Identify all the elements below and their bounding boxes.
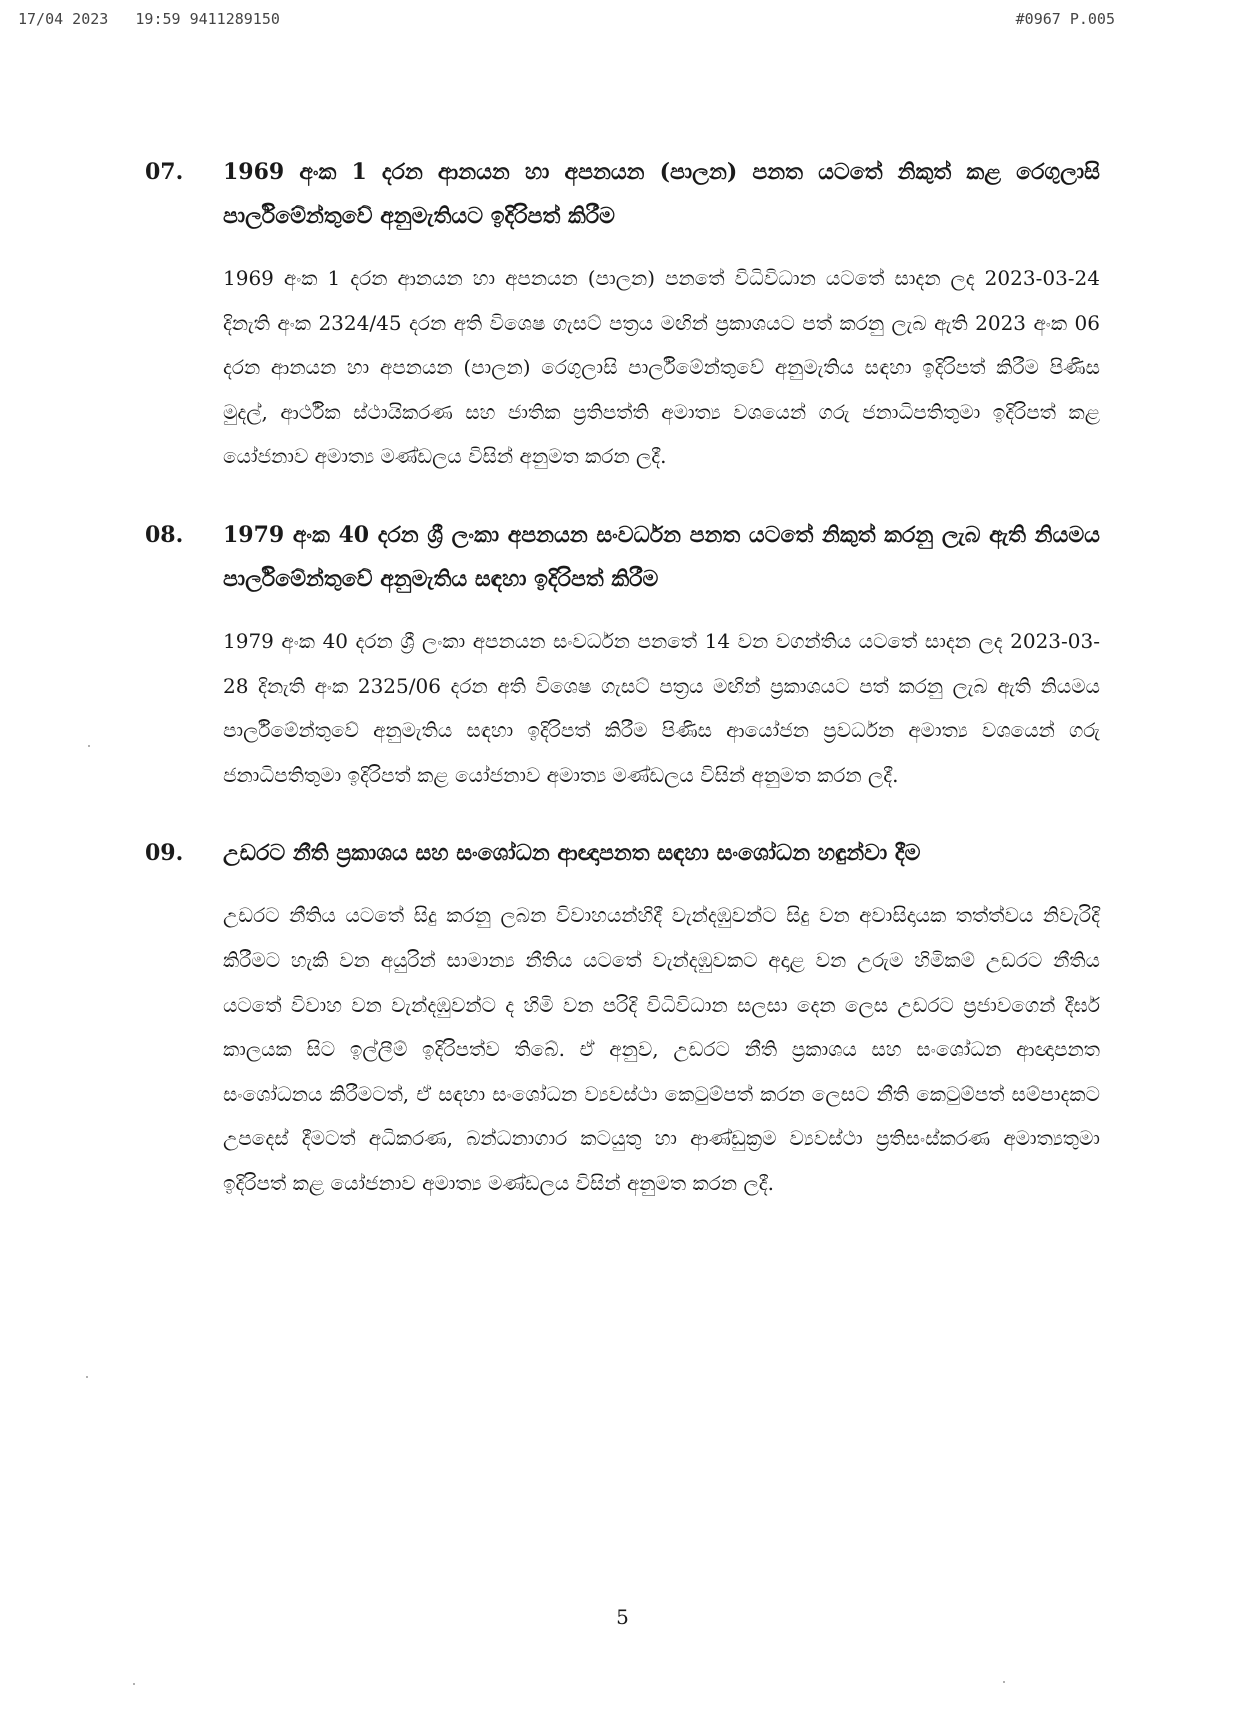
section-number: 07. xyxy=(145,159,184,185)
section-09 xyxy=(145,831,1100,1205)
section-paragraph: 1969 අංක 1 දරන ආනයන හා අපනයන (පාලන) පනතේ විධිවිධාන යටතේ සාදන ලද 2023-03-24 දිනැති අංක 2324/45 දරන අති විශෙෂ ගැසට් පත්‍රය මඟින් ප්‍රකාශයට පත් කරනු ලැබ ඇති 2023 අංක 06 දරන ආනයන හා අපනයන (පාලන) රෙගුලාසි පාර්ලිමේන්තුවේ අනුමැතිය සඳහා ඉදිරිපත් කිරීම පිණිස මුදල්, ආර්ථික ස්ථායිකරණ සහ ජාතික ප්‍රතිපත්ති අමාත්‍ය වශයෙන් ගරු ජනාධිපතිතුමා ඉදිරිපත් කළ යෝජනාව අමාත්‍ය මණ්ඩලය විසින් අනුමත කරන ලදී. xyxy=(223,266,1100,469)
fax-page-code: #0967 P.005 xyxy=(1015,10,1115,28)
fax-header xyxy=(18,10,1115,34)
section-paragraph: උඩරට නීතිය යටතේ සිදු කරනු ලබන විවාහයන්හිදී වැන්දඹුවන්ට සිදු වන අවාසිදායක තත්ත්වය නිවැරිදි කිරීමට හැකි වන අයුරින් සාමාන්‍ය නීතිය යටතේ වැන්දඹුවකට අදාළ වන උරුම හිමිකම් උඩරට නීතිය යටතේ විවාහ වන වැන්දඹුවන්ට ද හිමි වන පරිදි විධිවිධාන සලසා දෙන ලෙස උඩරට ප්‍රජාවගෙන් දීර්ඝ කාලයක සිට ඉල්ලීම් ඉදිරිපත්ව තිබේ. ඒ අනුව, උඩරට නීති ප්‍රකාශය සහ සංශෝධන ආඥාපනත සංශෝධනය කිරීමටත්, ඒ සඳහා සංශෝධන ව්‍යවස්ථා කෙටුම්පත් කරන ලෙසට නීති කෙටුම්පත් සම්පාදකට උපදෙස් දීමටත් අධිකරණ, බන්ධනාගාර කටයුතු හා ආණ්ඩුක්‍රම ව්‍යවස්ථා ප්‍රතිසංස්කරණ අමාත්‍යතුමා ඉදිරිපත් කළ යෝජනාව අමාත්‍ය මණ්ඩලය විසින් අනුමත කරන ලදී. xyxy=(223,903,1100,1195)
section-number: 08. xyxy=(145,521,184,548)
document-body xyxy=(145,150,1100,1240)
section-title: 1979 අංක 40 දරන ශ්‍රී ලංකා අපනයන සංවර්ධන පනත යටතේ නිකුත් කරනු ලැබ ඇති නියමය පාර්ලිමේන්තුවේ අනුමැතිය සඳහා ඉදිරිපත් කිරීම xyxy=(223,521,1100,592)
section-07 xyxy=(145,150,1100,479)
section-08 xyxy=(145,513,1100,797)
scan-speck xyxy=(133,1683,135,1685)
section-number: 09. xyxy=(145,840,184,867)
section-title: උඩරට නීති ප්‍රකාශය සහ සංශෝධන ආඥාපනත සඳහා සංශෝධන හඳුන්වා දීම xyxy=(223,840,921,867)
scan-speck xyxy=(86,1376,88,1378)
scan-speck xyxy=(1003,1681,1005,1683)
scan-speck xyxy=(88,745,90,747)
fax-transmission-info: 17/04 2023 19:59 9411289150 xyxy=(18,10,280,28)
page-number: 5 xyxy=(616,1605,629,1629)
section-title: 1969 අංක 1 දරන ආනයන හා අපනයන (පාලන) පනත යටතේ නිකුත් කළ රෙගුලාසි පාර්ලිමේන්තුවේ අනුමැතියට ඉදිරිපත් කිරීම xyxy=(223,159,1100,229)
section-paragraph: 1979 අංක 40 දරන ශ්‍රී ලංකා අපනයන සංවර්ධන පනතේ 14 වන වගන්තිය යටතේ සාදන ලද 2023-03-28 දිනැති අංක 2325/06 දරන අති විශෙෂ ගැසට් පත්‍රය මඟින් ප්‍රකාශයට පත් කරනු ලැබ ඇති නියමය පාර්ලිමේන්තුවේ අනුමැතිය සඳහා ඉදිරිපත් කිරීම පිණිස ආයෝජන ප්‍රවර්ධන අමාත්‍ය වශයෙන් ගරු ජනාධිපතිතුමා ඉදිරිපත් කළ යෝජනාව අමාත්‍ය මණ්ඩලය විසින් අනුමත කරන ලදී. xyxy=(223,628,1100,787)
